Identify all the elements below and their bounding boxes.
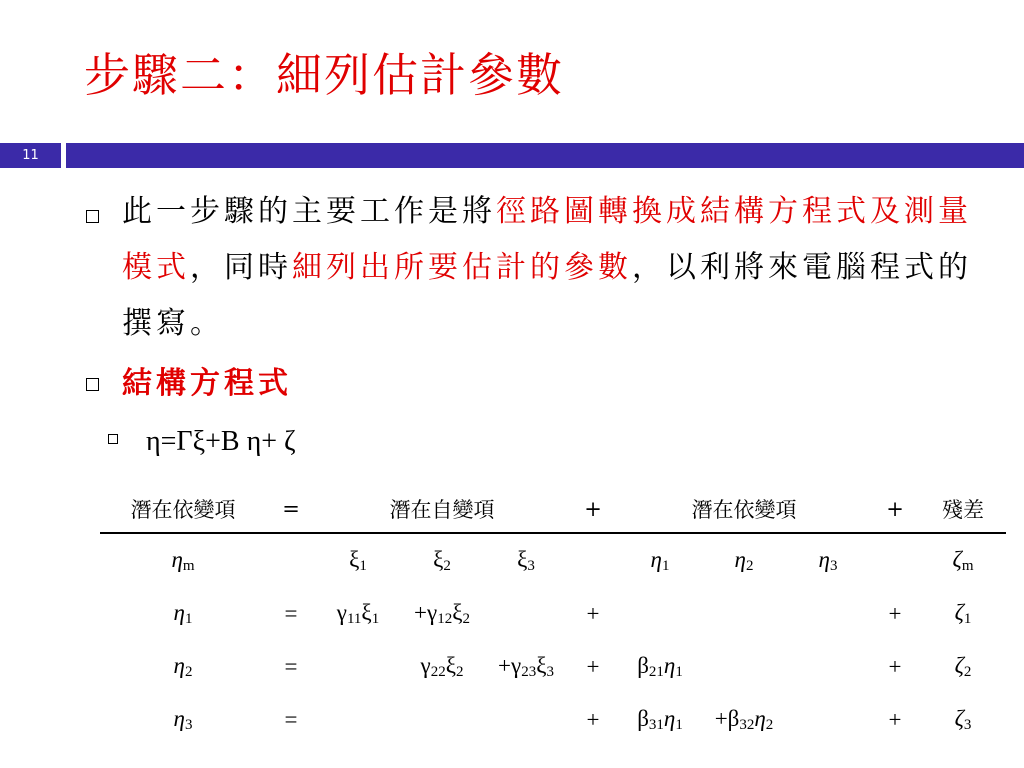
table-cell: [316, 640, 400, 693]
checkbox-bullet-icon: [86, 210, 99, 223]
header-latent-dependent-2: 潛在依變項: [691, 497, 797, 522]
table-cell: $\beta_{21}\eta_1$: [637, 652, 683, 680]
table-cell: $\xi_2$: [400, 533, 484, 587]
table-cell: $\beta_{31}\eta_1$: [637, 705, 683, 733]
header-bar: [66, 143, 1024, 168]
table-cell: =: [284, 653, 298, 679]
table-cell: $+\gamma_{23}\xi_3$: [498, 652, 554, 680]
table-cell: [484, 693, 568, 746]
table-cell: [702, 640, 786, 693]
table-cell: $\xi_3$: [484, 533, 568, 587]
bullet-1: [122, 184, 982, 352]
table-cell: $\xi_1$: [316, 533, 400, 587]
page-number: 11: [0, 143, 61, 168]
checkbox-subbullet-icon: [108, 434, 118, 444]
table-cell: $\zeta_3$: [954, 705, 972, 733]
header-equals: =: [282, 496, 300, 521]
table-row: [100, 533, 1006, 587]
table-cell: [786, 587, 870, 640]
table-cell: =: [284, 706, 298, 732]
bullet-1-text-3: ，同時: [190, 250, 292, 285]
table-cell: =: [284, 600, 298, 626]
table-cell: [484, 587, 568, 640]
equation-table: [100, 485, 1006, 746]
table-cell: $\eta_2$: [702, 533, 786, 587]
header-latent-independent: 潛在自變項: [389, 497, 495, 522]
table-cell: $+\gamma_{12}\xi_2$: [414, 599, 470, 627]
table-cell: [618, 587, 702, 640]
header-latent-dependent: 潛在依變項: [130, 497, 236, 522]
bullet-1-text-4: 細列出所要估計的參數: [292, 250, 632, 285]
bullet-1-text-1: 此一步驟的主要工作是將: [122, 194, 496, 229]
table-cell: +: [888, 653, 902, 679]
bullet-2-text: 結構方程式: [122, 366, 292, 401]
table-cell: [266, 533, 316, 587]
bullet-1-text-2: 徑路圖轉換成結構方程式及測量模式: [122, 194, 972, 285]
table-cell: [786, 693, 870, 746]
header-plus-2: +: [886, 496, 904, 521]
header-residual: 殘差: [942, 497, 984, 522]
table-cell: $\eta_2$: [173, 652, 193, 680]
table-cell: $+\beta_{32}\eta_2$: [714, 705, 774, 733]
table-cell: +: [586, 653, 600, 679]
checkbox-bullet-icon: [86, 378, 99, 391]
table-cell: $\eta_3$: [173, 705, 193, 733]
table-cell: $\zeta_m$: [920, 533, 1006, 587]
table-cell: [400, 693, 484, 746]
slide-title: 步驟二：細列估計參數: [84, 48, 564, 102]
table-cell: $\gamma_{11}\xi_1$: [336, 599, 380, 627]
bullet-1-text-5: ，以利將來電腦程式的撰寫。: [122, 250, 972, 341]
table-cell: $\eta_1$: [618, 533, 702, 587]
table-cell: +: [586, 600, 600, 626]
table-cell: [702, 587, 786, 640]
table-row: [100, 640, 1006, 693]
table-cell: +: [888, 600, 902, 626]
table-cell: [568, 533, 618, 587]
table-header-row: [100, 485, 1006, 533]
table-cell: [316, 693, 400, 746]
sub-bullet-equation: η=Γξ+B η+ ζ: [146, 426, 296, 457]
table-row: [100, 693, 1006, 746]
table-cell: [786, 640, 870, 693]
table-cell: $\zeta_1$: [954, 599, 972, 627]
table-cell: +: [586, 706, 600, 732]
table-cell: $\eta_3$: [786, 533, 870, 587]
table-cell: $\eta_m$: [100, 533, 266, 587]
bullet-2: [122, 356, 292, 412]
table-cell: $\eta_1$: [173, 599, 193, 627]
table-cell: +: [888, 706, 902, 732]
header-plus: +: [584, 496, 602, 521]
table-cell: [870, 533, 920, 587]
table-cell: $\zeta_2$: [954, 652, 972, 680]
table-cell: $\gamma_{22}\xi_2$: [420, 652, 464, 680]
table-row: [100, 587, 1006, 640]
